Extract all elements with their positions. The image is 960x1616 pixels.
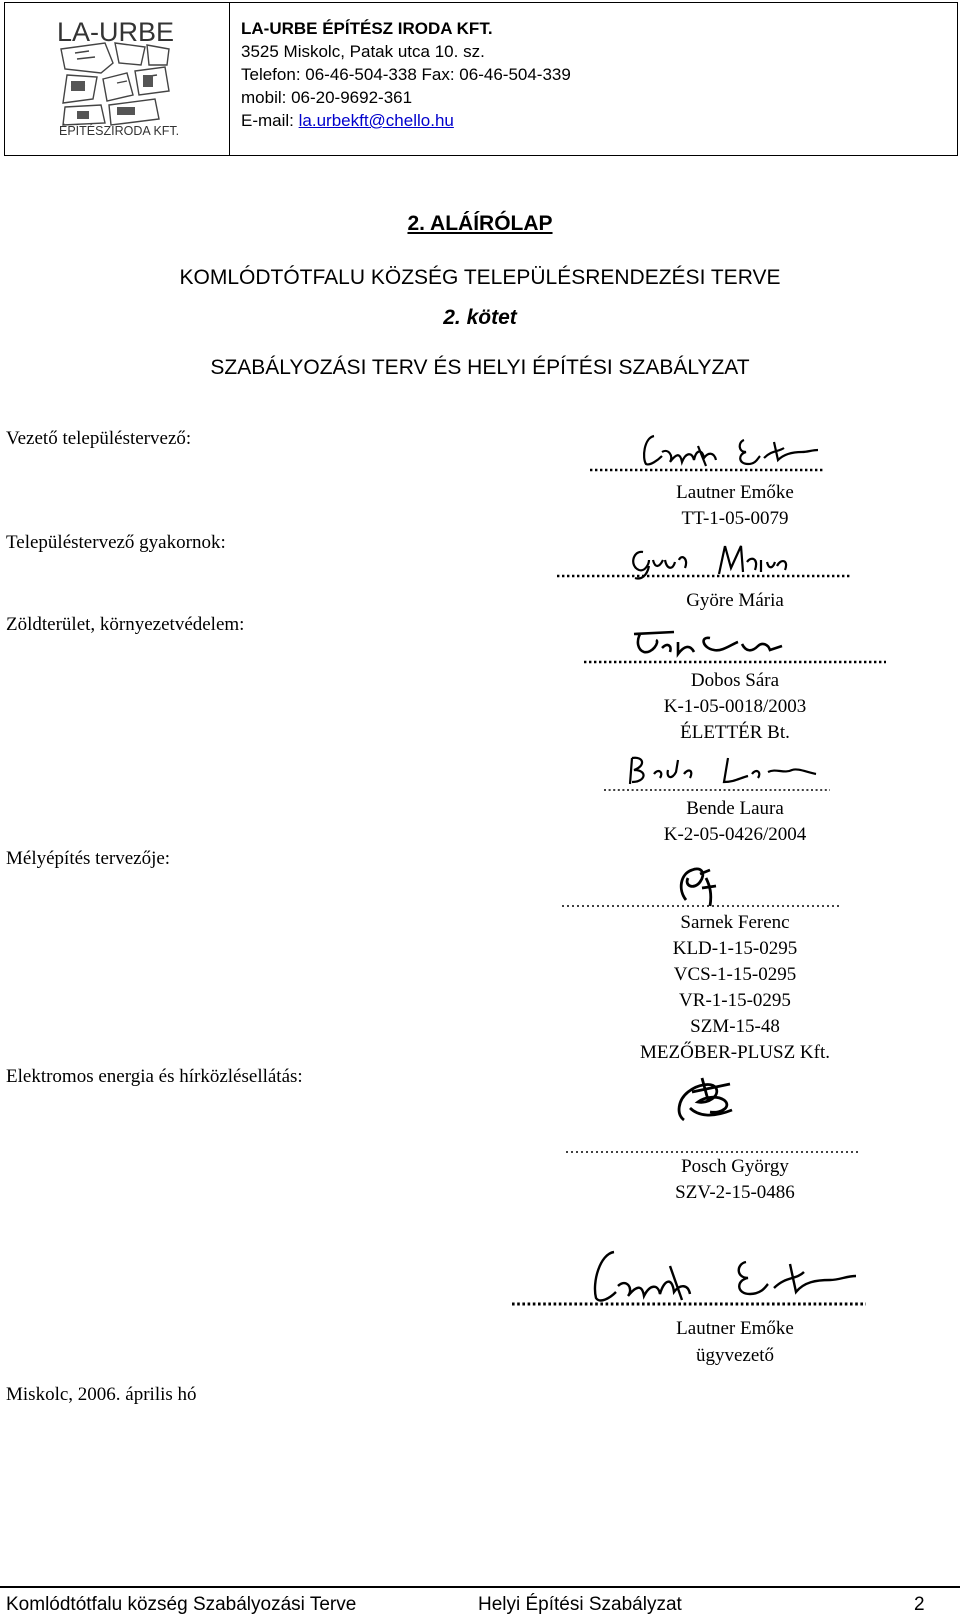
letterhead [4,2,958,156]
logo-text-top: LA-URBE [57,17,175,47]
signatory-sarnek-id-4: SZM-15-48 [690,1016,780,1037]
signatory-sarnek-name: Sarnek Ferenc [680,912,790,933]
company-name: LA-URBE ÉPÍTÉSZ IRODA KFT. [241,19,493,38]
signatory-lautner-id: TT-1-05-0079 [681,508,789,529]
place-date: Miskolc, 2006. április hó [6,1384,197,1405]
volume-title: SZABÁLYOZÁSI TERV ÉS HELYI ÉPÍTÉSI SZABÁLYZAT [210,356,750,379]
signatory-dobos-name: Dobos Sára [690,670,780,691]
signature-bende [584,752,834,794]
role-green-environment: Zöldterület, környezetvédelem: [6,614,245,635]
signatory-dobos-id: K-1-05-0018/2003 [663,696,807,717]
sheet-title: 2. ALÁÍRÓLAP [407,212,553,235]
role-electric-telecom: Elektromos energia és hírközlésellátás: [6,1066,303,1087]
company-info [241,17,571,132]
footer-document-name: Helyi Építési Szabályzat [478,1594,682,1615]
logo-image [5,3,229,155]
signatory-dobos-company: ÉLETTÉR Bt. [680,722,790,743]
plan-title: KOMLÓDTÓTFALU KÖZSÉG TELEPÜLÉSRENDEZÉSI TERVE [179,266,781,289]
company-logo [5,3,230,155]
director-name: Lautner Emőke [676,1318,794,1339]
role-trainee-planner: Településtervező gyakornok: [6,532,226,553]
signatory-lautner-name: Lautner Emőke [676,482,794,503]
director-title: ügyvezető [695,1345,775,1366]
signature-lautner [588,430,828,474]
signatory-sarnek-id-1: KLD-1-15-0295 [672,938,798,959]
footer-plan-name: Komlódtótfalu község Szabályozási Terve [6,1594,357,1615]
company-phone-fax: Telefon: 06-46-504-338 Fax: 06-46-504-339 [241,65,571,84]
email-link[interactable]: la.urbekft@chello.hu [298,111,454,130]
signature-dobos [582,622,892,668]
signatory-sarnek-id-2: VCS-1-15-0295 [673,964,797,985]
company-address: 3525 Miskolc, Patak utca 10. sz. [241,42,485,61]
signatory-posch-name: Posch György [681,1156,789,1177]
signature-director [510,1242,870,1312]
role-lead-planner: Vezető településtervező: [6,428,192,449]
signatory-sarnek-id-3: VR-1-15-0295 [679,990,791,1011]
signatory-sarnek-company: MEZŐBER-PLUSZ Kft. [640,1042,830,1063]
signatory-bende-name: Bende Laura [686,798,784,819]
role-civil-engineering: Mélyépítés tervezője: [6,848,171,869]
company-email-line [241,109,571,132]
logo-text-bottom: ÉPÍTÉSZIRODA KFT. [59,124,180,138]
signature-posch [562,1070,862,1156]
page-footer [0,1586,960,1615]
email-label: E-mail: [241,111,299,130]
signature-gyore [555,540,855,584]
signature-sarnek [560,860,860,912]
signatory-bende-id: K-2-05-0426/2004 [663,824,807,845]
company-mobile: mobil: 06-20-9692-361 [241,88,413,107]
signatory-gyore-name: Györe Mária [686,590,784,611]
signatory-posch-id: SZV-2-15-0486 [675,1182,795,1203]
volume-number: 2. kötet [443,306,517,329]
footer-page-number: 2 [914,1594,925,1615]
